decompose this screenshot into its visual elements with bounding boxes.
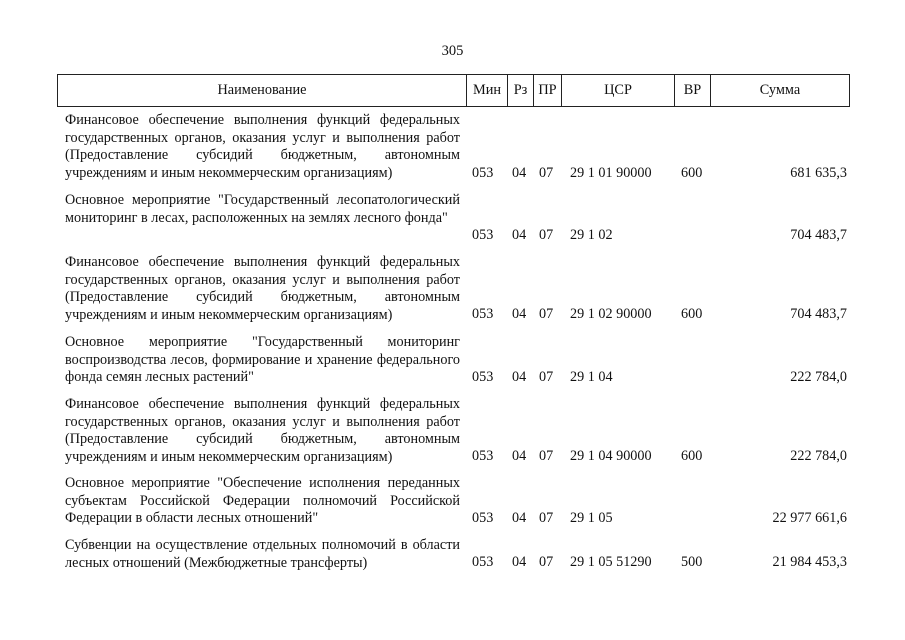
row-pr: 07 [539, 369, 554, 385]
page-number: 305 [441, 43, 464, 59]
row-sum: 22 977 661,6 [772, 510, 847, 526]
row-name: Субвенции на осуществление отдельных полномочий в области лесных отношений (Межбюджетные трансферты) [65, 537, 460, 571]
row-csr: 29 1 04 90000 [570, 448, 652, 464]
row-min: 053 [472, 306, 494, 322]
row-rz: 04 [512, 369, 527, 385]
row-csr: 29 1 02 [570, 227, 613, 243]
row-vr: 600 [681, 165, 703, 181]
header-rz: Рз [513, 82, 528, 98]
row-min: 053 [472, 227, 494, 243]
row-sum: 704 483,7 [790, 306, 847, 322]
header-name: Наименование [217, 82, 307, 98]
row-rz: 04 [512, 165, 527, 181]
header-min: Мин [472, 82, 501, 98]
row-rz: 04 [512, 554, 527, 570]
row-pr: 07 [539, 306, 554, 322]
row-pr: 07 [539, 227, 554, 243]
row-rz: 04 [512, 306, 527, 322]
row-name: Финансовое обеспечение выполнения функций федеральных государственных органов, оказания услуг и выполнения работ (Предоставление субсидий бюджетным, автономным учреждениям и иным некоммерческим организациям) [65, 254, 460, 323]
row-csr: 29 1 02 90000 [570, 306, 652, 322]
row-min: 053 [472, 165, 494, 181]
row-min: 053 [472, 554, 494, 570]
header-vr: ВР [683, 82, 702, 98]
row-csr: 29 1 04 [570, 369, 613, 385]
row-name: Основное мероприятие "Государственный лесопатологический мониторинг в лесах, расположенных на землях лесного фонда" [65, 192, 460, 226]
row-min: 053 [472, 448, 494, 464]
row-sum: 21 984 453,3 [772, 554, 847, 570]
row-rz: 04 [512, 227, 527, 243]
table-header [57, 74, 850, 107]
row-name: Основное мероприятие "Государственный мониторинг воспроизводства лесов, формирование и хранение федерального фонда семян лесных растений" [65, 334, 460, 386]
row-rz: 04 [512, 510, 527, 526]
row-vr: 600 [681, 306, 703, 322]
row-csr: 29 1 05 51290 [570, 554, 652, 570]
row-pr: 07 [539, 510, 554, 526]
header-csr: ЦСР [604, 82, 632, 98]
row-sum: 681 635,3 [790, 165, 847, 181]
row-csr: 29 1 05 [570, 510, 613, 526]
row-name: Основное мероприятие "Обеспечение исполнения переданных субъектам Российской Федерации полномочий Российской Федерации в области лесных отношений" [65, 475, 460, 527]
row-min: 053 [472, 510, 494, 526]
row-rz: 04 [512, 448, 527, 464]
row-sum: 222 784,0 [790, 369, 847, 385]
row-pr: 07 [539, 554, 554, 570]
row-sum: 704 483,7 [790, 227, 847, 243]
row-sum: 222 784,0 [790, 448, 847, 464]
row-vr: 600 [681, 448, 703, 464]
row-pr: 07 [539, 448, 554, 464]
row-name: Финансовое обеспечение выполнения функций федеральных государственных органов, оказания услуг и выполнения работ (Предоставление субсидий бюджетным, автономным учреждениям и иным некоммерческим организациям) [65, 112, 460, 181]
row-name: Финансовое обеспечение выполнения функций федеральных государственных органов, оказания услуг и выполнения работ (Предоставление субсидий бюджетным, автономным учреждениям и иным некоммерческим организациям) [65, 396, 460, 465]
header-sum: Сумма [759, 82, 801, 98]
header-pr: ПР [538, 82, 557, 98]
row-vr: 500 [681, 554, 703, 570]
row-csr: 29 1 01 90000 [570, 165, 652, 181]
row-min: 053 [472, 369, 494, 385]
row-pr: 07 [539, 165, 554, 181]
